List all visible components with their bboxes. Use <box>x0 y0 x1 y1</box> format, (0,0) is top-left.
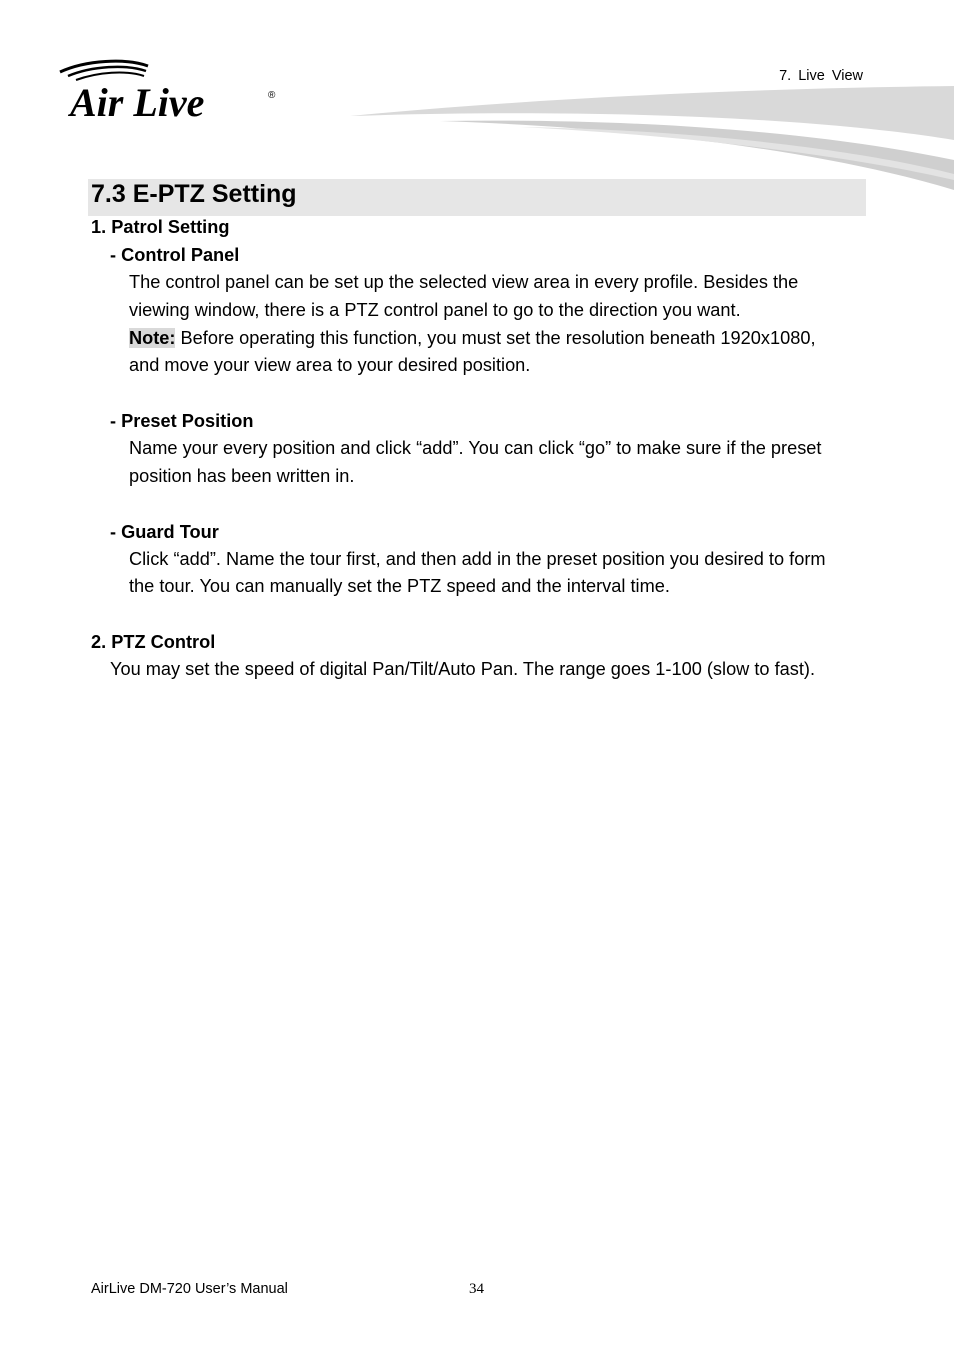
guard-tour-text-2: the tour. You can manually set the PTZ speed and the interval time. <box>129 576 670 596</box>
section-title: 7.3 E-PTZ Setting <box>91 180 297 208</box>
preset-position-text-1: Name your every position and click “add”. You can click “go” to make sure if the preset <box>129 438 822 458</box>
preset-position-heading: - Preset Position <box>110 411 254 431</box>
chapter-label: 7. Live View <box>779 68 863 84</box>
airlive-logo <box>56 58 286 122</box>
svg-text:Air Live: Air Live <box>70 80 205 122</box>
guard-tour-heading: - Guard Tour <box>110 522 219 542</box>
svg-text:®: ® <box>268 90 276 101</box>
control-panel-text-1: The control panel can be set up the selected view area in every profile. Besides the <box>129 272 799 292</box>
page-number: 34 <box>469 1281 484 1297</box>
guard-tour-text-1: Click “add”. Name the tour first, and then add in the preset position you desired to form <box>129 549 826 569</box>
note-line-1 <box>129 327 816 349</box>
note-label: Note: <box>129 328 176 348</box>
note-line-2: and move your view area to your desired position. <box>129 355 531 375</box>
ptz-control-heading: 2. PTZ Control <box>91 632 216 652</box>
footer-manual-title: AirLive DM-720 User’s Manual <box>91 1281 288 1297</box>
ptz-control-text: You may set the speed of digital Pan/Tilt/Auto Pan. The range goes 1-100 (slow to fast). <box>110 659 816 679</box>
control-panel-heading: - Control Panel <box>110 245 240 265</box>
control-panel-text-2: viewing window, there is a PTZ control panel to go to the direction you want. <box>129 300 741 320</box>
patrol-setting-heading: 1. Patrol Setting <box>91 217 230 237</box>
preset-position-text-2: position has been written in. <box>129 466 355 486</box>
note-text: Before operating this function, you must set the resolution beneath 1920x1080, <box>175 328 816 348</box>
section-header <box>88 179 866 216</box>
